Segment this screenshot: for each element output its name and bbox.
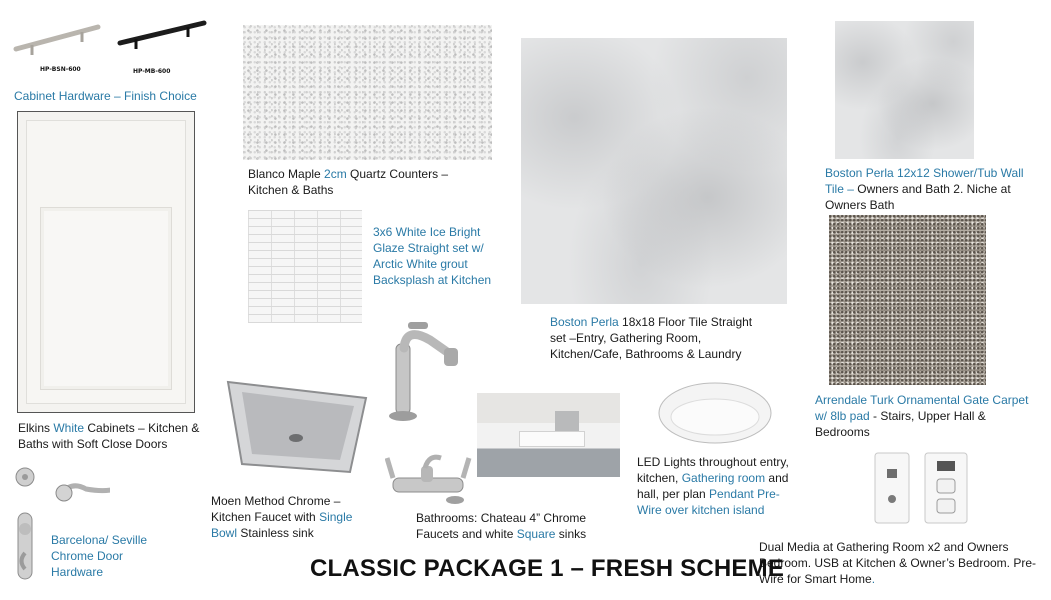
kitchen-faucet-image <box>380 318 470 428</box>
quartz-caption <box>248 166 483 198</box>
nickel-bar-pull-image <box>10 15 110 60</box>
cabinet-hardware-caption: Cabinet Hardware – Finish Choice <box>14 89 197 103</box>
carpet-swatch-image <box>829 215 986 385</box>
wall-tile-caption <box>825 165 1030 213</box>
door-hardware-caption: Barcelona/ Seville Chrome Door Hardware <box>51 533 148 579</box>
quartz-caption-post: Quartz Counters – Kitchen & Baths <box>248 167 449 197</box>
wall-tile-name: Boston Perla 12x12 Shower/Tub Wall Tile – <box>825 166 1024 196</box>
bath-vanity-image <box>477 393 620 477</box>
backsplash-swatch-image <box>248 210 362 323</box>
media-caption-end: . <box>871 572 876 586</box>
black-pull-code: HP-MB-600 <box>133 68 171 75</box>
cabinets-caption-post: Cabinets – Kitchen & Baths with Soft Close Doors <box>18 421 200 451</box>
nickel-pull-code: HP-BSN-600 <box>40 66 81 73</box>
kitchen-sink-caption-pre: Moen Method Chrome – Kitchen Faucet with <box>211 494 341 524</box>
kitchen-sink-caption-post: Stainless sink <box>237 526 314 540</box>
backsplash-caption: 3x6 White Ice Bright Glaze Straight set w/ Arctic White grout Backsplash at Kitchen <box>373 225 492 287</box>
kitchen-sink-type: Single Bowl <box>211 510 353 540</box>
cabinets-caption-color: White <box>53 421 85 435</box>
lighting-caption <box>637 454 797 518</box>
media-outlet-image <box>871 449 971 529</box>
cabinets-caption-pre: Elkins <box>18 421 54 435</box>
floor-tile-caption-post: 18x18 Floor Tile Straight set –Entry, Gathering Room, Kitchen/Cafe, Bathrooms & Laundry <box>550 315 753 361</box>
page-title: CLASSIC PACKAGE 1 – FRESH SCHEME <box>310 555 785 582</box>
led-light-image <box>655 377 775 447</box>
carpet-caption-post: - Stairs, Upper Hall & Bedrooms <box>815 409 986 439</box>
floor-tile-swatch-image <box>521 38 787 304</box>
bath-faucet-image <box>385 448 475 508</box>
carpet-name: Arrendale Turk Ornamental Gate Carpet w/ 8lb pad <box>815 393 1029 423</box>
wall-tile-caption-post: Owners and Bath 2. Niche at Owners Bath <box>825 182 1011 212</box>
lighting-room: Gathering room <box>681 471 766 485</box>
quartz-caption-pre: Blanco Maple <box>248 167 325 181</box>
black-bar-pull-image <box>114 17 214 62</box>
kitchen-sink-caption <box>211 493 366 541</box>
lighting-caption-mid: and hall, per plan <box>637 471 789 501</box>
cabinet-hardware-group <box>10 15 210 85</box>
bath-sink-shape: Square <box>516 527 556 541</box>
bath-caption <box>416 510 616 542</box>
bath-caption-pre: Bathrooms: Chateau 4” Chrome Faucets and white <box>416 511 587 541</box>
quartz-caption-thickness: 2cm <box>324 167 347 181</box>
quartz-swatch-image <box>243 25 492 160</box>
bath-caption-post: sinks <box>555 527 587 541</box>
floor-tile-caption <box>550 314 770 362</box>
cabinets-caption <box>18 420 200 452</box>
lighting-caption-pre: LED Lights throughout entry, kitchen, <box>637 455 789 485</box>
kitchen-sink-image <box>222 368 372 478</box>
media-caption-text: Dual Media at Gathering Room x2 and Owners Bedroom. USB at Kitchen & Owner’s Bedroom. Pre-Wire for Smart Home <box>759 540 1037 586</box>
carpet-caption <box>815 392 1040 440</box>
lighting-pendant: Pendant Pre-Wire over kitchen island <box>637 487 780 517</box>
wall-tile-swatch-image <box>835 21 974 159</box>
cabinet-door-image <box>17 111 195 413</box>
floor-tile-name: Boston Perla <box>550 315 619 329</box>
media-caption <box>759 539 1044 587</box>
